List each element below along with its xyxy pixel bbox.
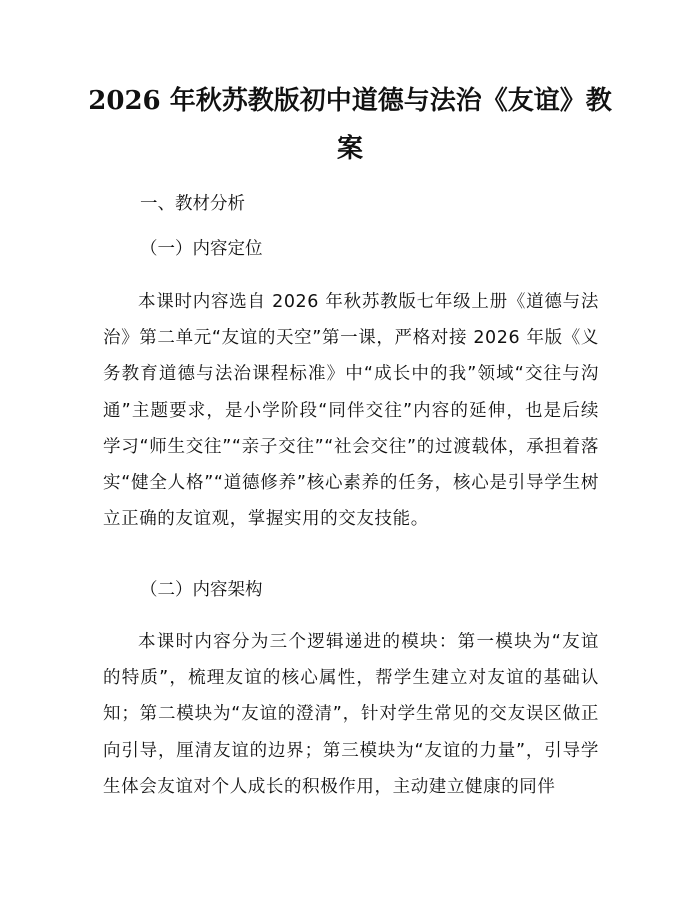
document-title-line-2: 案 [336,134,363,164]
paragraph-content-structure: 本课时内容分为三个逻辑递进的模块：第一模块为“友谊的特质”，梳理友谊的核心属性，帮学生建立对友谊的基础认知；第二模块为“友谊的澄清”，针对学生常见的交友误区做正向引导，厘清友谊的边界；第三模块为“友谊的力量”，引导学生体会友谊对个人成长的积极作用，主动建立健康的同伴 [103,632,599,797]
subsection-heading-content-structure: （二）内容架构 [140,580,263,600]
subsection-heading-content-positioning: （一）内容定位 [140,239,263,259]
section-heading-textbook-analysis: 一、教材分析 [140,194,245,214]
paragraph-content-positioning: 本课时内容选自 2026 年秋苏教版七年级上册《道德与法治》第二单元“友谊的天空”第一课，严格对接 2026 年版《义务教育道德与法治课程标准》中“成长中的我”领域“交往与沟通”主题要求，是小学阶段“同伴交往”内容的延伸，也是后续学习“师生交往”“亲子交往”“社会交往”的过渡载体，承担着落实“健全人格”“道德修养”核心素养的任务，核心是引导学生树立正确的友谊观，掌握实用的交友技能。 [103,292,599,530]
document-title-line-1: 2026 年秋苏教版初中道德与法治《友谊》教 [88,86,612,116]
